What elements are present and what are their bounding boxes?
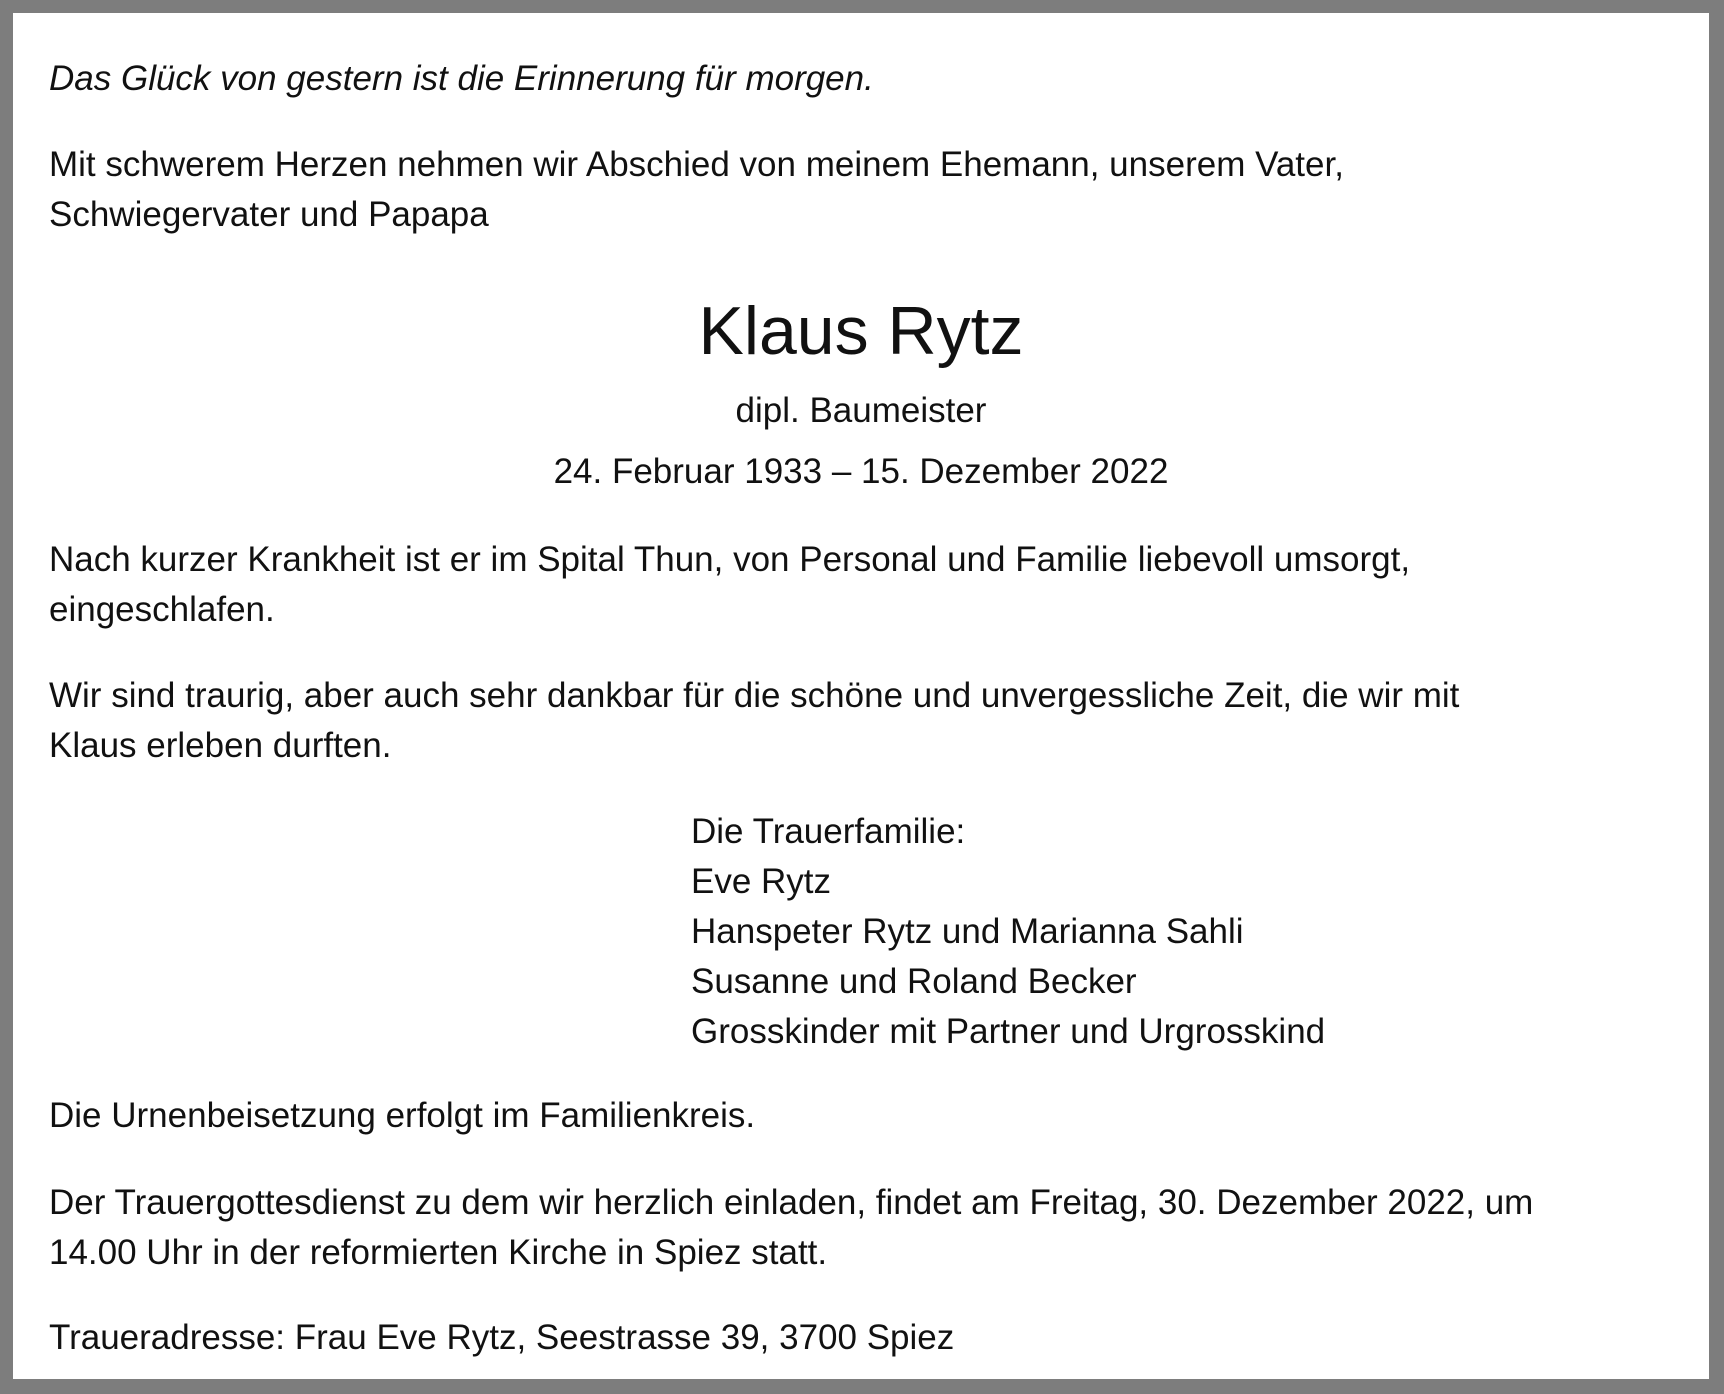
service-line-2: 14.00 Uhr in der reformierten Kirche in Spiez statt. <box>49 1233 828 1272</box>
family-member: Grosskinder mit Partner und Urgrosskind <box>691 1012 1326 1051</box>
thanks-line-2: Klaus erleben durften. <box>49 726 392 765</box>
life-dates: 24. Februar 1933 – 15. Dezember 2022 <box>553 452 1169 491</box>
motto-quote: Das Glück von gestern ist die Erinnerung für morgen. <box>49 59 874 98</box>
intro-line-1: Mit schwerem Herzen nehmen wir Abschied von meinem Ehemann, unserem Vater, <box>49 145 1344 184</box>
family-member: Eve Rytz <box>691 862 832 901</box>
burial-note: Die Urnenbeisetzung erfolgt im Familienkreis. <box>49 1096 756 1135</box>
family-member: Susanne und Roland Becker <box>691 962 1137 1001</box>
obituary-notice <box>13 13 1709 1379</box>
thanks-line-1: Wir sind traurig, aber auch sehr dankbar für die schöne und unvergessliche Zeit, die wir mit <box>49 676 1460 715</box>
mourning-address: Traueradresse: Frau Eve Rytz, Seestrasse 39, 3700 Spiez <box>49 1318 955 1357</box>
service-line-1: Der Trauergottesdienst zu dem wir herzlich einladen, findet am Freitag, 30. Dezember 2022, um <box>49 1183 1534 1222</box>
deceased-name: Klaus Rytz <box>698 293 1024 369</box>
illness-line-2: eingeschlafen. <box>49 590 275 629</box>
mourning-family-list <box>691 807 1325 1057</box>
family-heading: Die Trauerfamilie: <box>691 812 966 851</box>
intro-line-2: Schwiegervater und Papapa <box>49 195 489 234</box>
deceased-profession: dipl. Baumeister <box>735 391 987 430</box>
family-member: Hanspeter Rytz und Marianna Sahli <box>691 912 1244 951</box>
illness-line-1: Nach kurzer Krankheit ist er im Spital Thun, von Personal und Familie liebevoll umsorgt, <box>49 540 1411 579</box>
